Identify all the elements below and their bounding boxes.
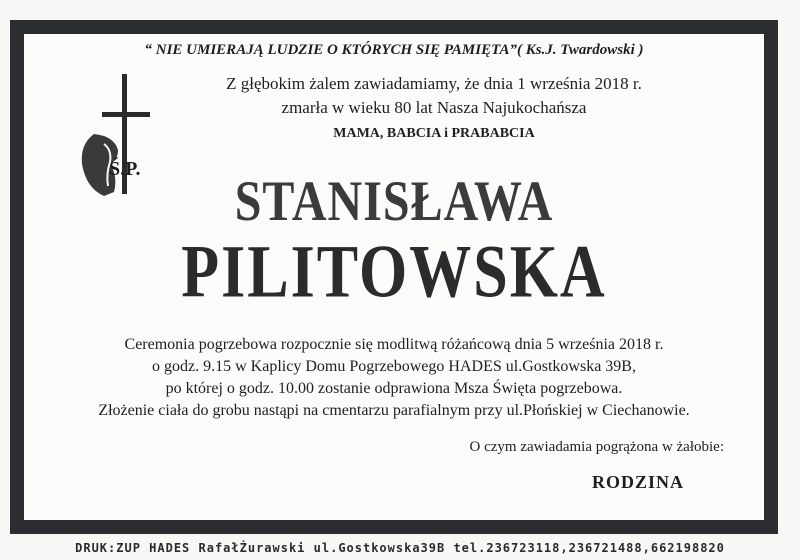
intro-text [164,72,704,120]
family-signature: RODZINA [591,472,684,492]
ceremony-text [44,334,744,422]
obituary-frame [10,20,778,534]
intro-line: zmarła w wieku 80 lat Nasza Najukochańsza [281,98,587,117]
print-footer: DRUK:ZUP HADES RafałŻurawski ul.Gostkowska39B tel.236723118,236721488,662198820 [75,541,725,555]
ceremony-line: Złożenie ciała do grobu nastąpi na cmentarzu parafialnym przy ul.Płońskiej w Ciechanowie. [98,402,690,419]
intro-line: Z głębokim żalem zawiadamiamy, że dnia 1 września 2018 r. [226,74,642,93]
ceremony-line: Ceremonia pogrzebowa rozpocznie się modlitwą różańcową dnia 5 września 2018 r. [124,336,664,353]
ceremony-line: o godz. 9.15 w Kaplicy Domu Pogrzebowego HADES ul.Gostkowska 39B, [152,358,636,375]
first-name: STANISŁAWA [234,170,554,233]
closing-line: O czym zawiadamia pogrążona w żałobie: [469,439,724,455]
ceremony-line: po której o godz. 10.00 zostanie odprawiona Msza Święta pogrzebowa. [165,380,623,397]
last-name: PILITOWSKA [181,230,607,314]
sp-label: Ś.P. [109,158,141,180]
relation-line: MAMA, BABCIA i PRABABCIA [333,126,535,141]
quote-header: “ NIE UMIERAJĄ LUDZIE O KTÓRYCH SIĘ PAMIĘTA”( Ks.J. Twardowski ) [144,42,644,58]
